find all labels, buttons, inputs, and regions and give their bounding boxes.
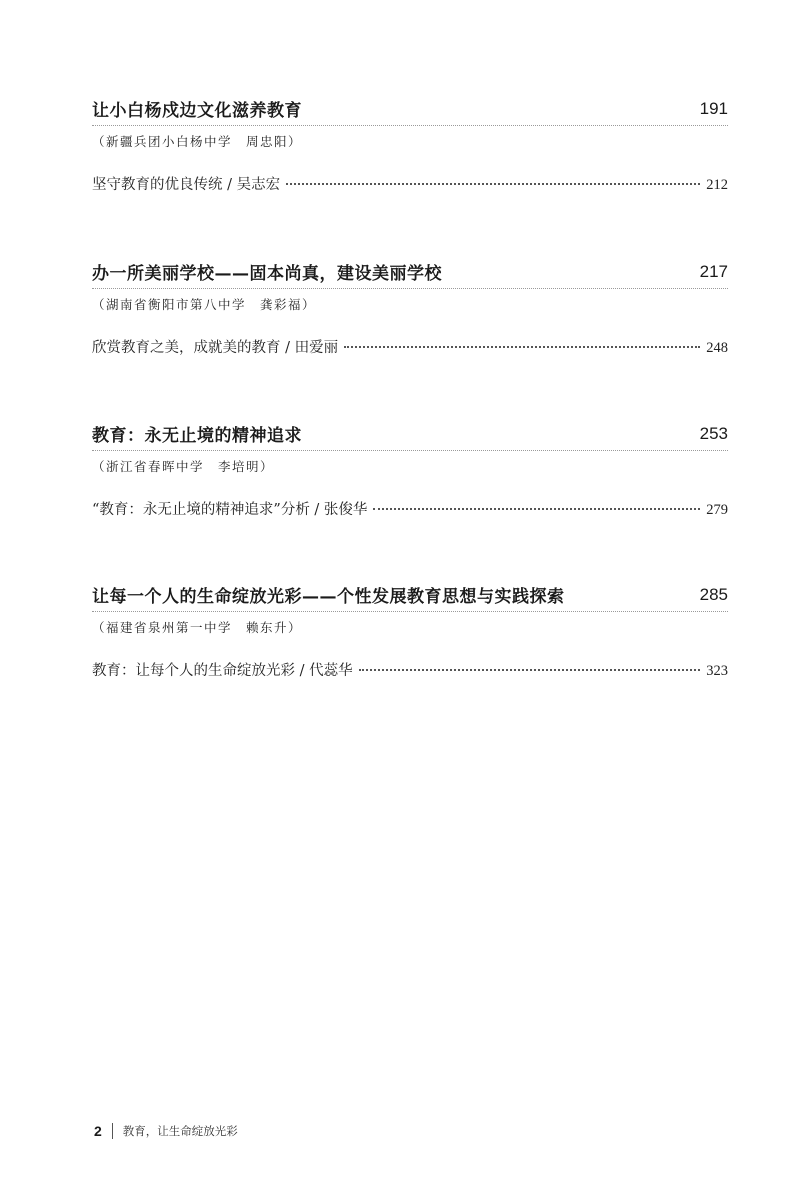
toc-entry bbox=[92, 97, 728, 194]
commentary-title[interactable]: 教育：让每个人的生命绽放光彩 / 代蕊华 bbox=[92, 663, 353, 679]
commentary-page-number: 323 bbox=[706, 663, 728, 679]
commentary-page-number: 248 bbox=[706, 340, 728, 356]
dot-leader bbox=[344, 346, 700, 348]
dot-leader bbox=[286, 183, 700, 185]
footer-book-title: 教育，让生命绽放光彩 bbox=[122, 1124, 238, 1138]
chapter-title[interactable]: 教育：永无止境的精神追求 bbox=[92, 426, 302, 446]
chapter-row bbox=[92, 583, 728, 612]
dot-leader bbox=[373, 508, 700, 510]
commentary-page-number: 212 bbox=[706, 177, 728, 193]
chapter-row bbox=[92, 260, 728, 289]
footer-divider bbox=[112, 1123, 113, 1139]
chapter-author: （浙江省春晖中学 李培明） bbox=[92, 459, 275, 474]
footer-page-number: 2 bbox=[94, 1123, 102, 1139]
commentary-title[interactable]: 坚守教育的优良传统 / 吴志宏 bbox=[92, 177, 281, 193]
chapter-title[interactable]: 让每一个人的生命绽放光彩——个性发展教育思想与实践探索 bbox=[92, 587, 565, 607]
commentary-title[interactable]: 欣赏教育之美，成就美的教育 / 田爱丽 bbox=[92, 340, 339, 356]
chapter-page-number: 253 bbox=[699, 424, 728, 443]
commentary-row bbox=[92, 659, 728, 680]
toc-entry bbox=[92, 422, 728, 519]
chapter-page-number: 285 bbox=[699, 585, 728, 604]
dot-leader bbox=[359, 669, 701, 671]
chapter-author: （福建省泉州第一中学 赖东升） bbox=[92, 620, 303, 635]
commentary-row bbox=[92, 336, 728, 357]
commentary-row bbox=[92, 173, 728, 194]
commentary-row bbox=[92, 498, 728, 519]
chapter-row bbox=[92, 97, 728, 126]
chapter-title[interactable]: 办一所美丽学校——固本尚真，建设美丽学校 bbox=[92, 264, 442, 284]
page-footer bbox=[94, 1123, 238, 1139]
chapter-title[interactable]: 让小白杨戍边文化滋养教育 bbox=[92, 101, 302, 121]
commentary-page-number: 279 bbox=[706, 502, 728, 518]
chapter-row bbox=[92, 422, 728, 451]
chapter-page-number: 191 bbox=[699, 99, 728, 118]
commentary-title[interactable]: “教育：永无止境的精神追求”分析 / 张俊华 bbox=[92, 502, 368, 518]
toc-entry bbox=[92, 260, 728, 357]
chapter-page-number: 217 bbox=[699, 262, 728, 281]
chapter-author: （新疆兵团小白杨中学 周忠阳） bbox=[92, 134, 303, 149]
chapter-author: （湖南省衡阳市第八中学 龚彩福） bbox=[92, 297, 317, 312]
toc-entry bbox=[92, 583, 728, 680]
